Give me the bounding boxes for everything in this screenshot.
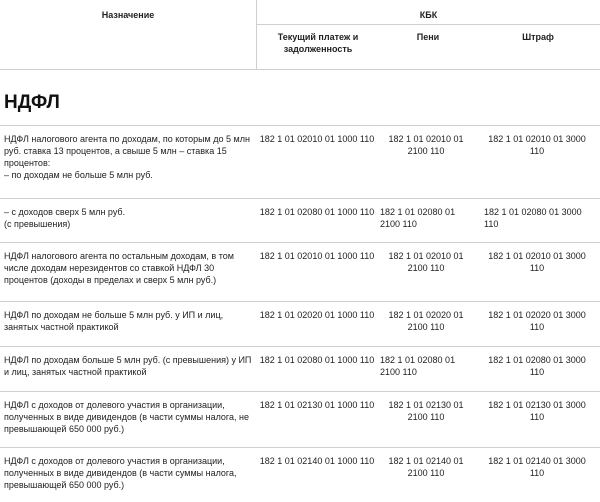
- row-kbk-fine: 182 1 01 02020 01 3000 110: [488, 310, 586, 332]
- row-kbk-fine: 182 1 01 02080 01 3000 110: [484, 207, 582, 229]
- header-kbk: КБК: [419, 10, 438, 20]
- row-kbk-current: 182 1 01 02130 01 1000 110: [259, 400, 375, 410]
- table-row: [0, 448, 600, 500]
- table-row: [0, 392, 600, 448]
- header-current: Текущий платеж и задолженность: [277, 32, 359, 54]
- row-description: НДФЛ с доходов от долевого участия в организации, полученных в виде дивидендов (в части суммы налога, не превышающей 650 000 руб.): [4, 400, 250, 434]
- row-kbk-penalty: 182 1 01 02080 01 2100 110: [380, 355, 456, 377]
- row-kbk-fine: 182 1 01 02010 01 3000 110: [488, 251, 586, 273]
- row-description: – с доходов сверх 5 млн руб. (с превышения): [4, 207, 126, 229]
- row-kbk-penalty: 182 1 01 02020 01 2100 110: [388, 310, 464, 332]
- row-description: НДФЛ по доходам больше 5 млн руб. (с превышения) у ИП и лиц, занятых частной практикой: [4, 355, 252, 377]
- table-row: [0, 347, 600, 392]
- header-sub-divider: [257, 24, 600, 25]
- header-penalty: Пени: [416, 32, 440, 42]
- row-description: НДФЛ с доходов от долевого участия в организации, полученных в виде дивидендов (в части суммы налога, превышающей 650 000 руб.): [4, 456, 237, 490]
- table-row: [0, 199, 600, 243]
- row-kbk-fine: 182 1 01 02140 01 3000 110: [488, 456, 586, 478]
- header-fine: Штраф: [522, 32, 554, 42]
- row-kbk-current: 182 1 01 02080 01 1000 110: [259, 355, 375, 365]
- row-kbk-current: 182 1 01 02080 01 1000 110: [259, 207, 375, 217]
- section-header: [0, 70, 600, 126]
- table-row: [0, 243, 600, 302]
- row-kbk-penalty: 182 1 01 02010 01 2100 110: [388, 251, 464, 273]
- row-description: НДФЛ налогового агента по остальным доходам, в том числе доходам нерезидентов со ставкой НДФЛ 30 процентов (доходы в пределах и сверх 5 млн руб.): [4, 251, 234, 285]
- section-title: НДФЛ: [4, 92, 60, 113]
- table-row: [0, 302, 600, 347]
- row-kbk-current: 182 1 01 02010 01 1000 110: [259, 134, 375, 144]
- row-description: НДФЛ по доходам не больше 5 млн руб. у ИП и лиц, занятых частной практикой: [4, 310, 224, 332]
- row-kbk-penalty: 182 1 01 02080 01 2100 110: [380, 207, 456, 229]
- row-kbk-penalty: 182 1 01 02010 01 2100 110: [388, 134, 464, 156]
- row-kbk-penalty: 182 1 01 02130 01 2100 110: [388, 400, 464, 422]
- row-kbk-current: 182 1 01 02010 01 1000 110: [259, 251, 375, 261]
- row-description: НДФЛ налогового агента по доходам, по которым до 5 млн руб. ставка 13 процентов, а свыше 5 млн – ставка 15 процентов: – по доходам не больше 5 млн руб.: [4, 134, 250, 180]
- table-row: [0, 126, 600, 199]
- header-name: Назначение: [101, 10, 155, 20]
- row-kbk-penalty: 182 1 01 02140 01 2100 110: [388, 456, 464, 478]
- row-kbk-fine: 182 1 01 02080 01 3000 110: [488, 355, 586, 377]
- table-header: [0, 0, 600, 70]
- row-kbk-fine: 182 1 01 02130 01 3000 110: [488, 400, 586, 422]
- row-kbk-current: 182 1 01 02140 01 1000 110: [259, 456, 375, 466]
- row-kbk-current: 182 1 01 02020 01 1000 110: [259, 310, 375, 320]
- row-kbk-fine: 182 1 01 02010 01 3000 110: [488, 134, 586, 156]
